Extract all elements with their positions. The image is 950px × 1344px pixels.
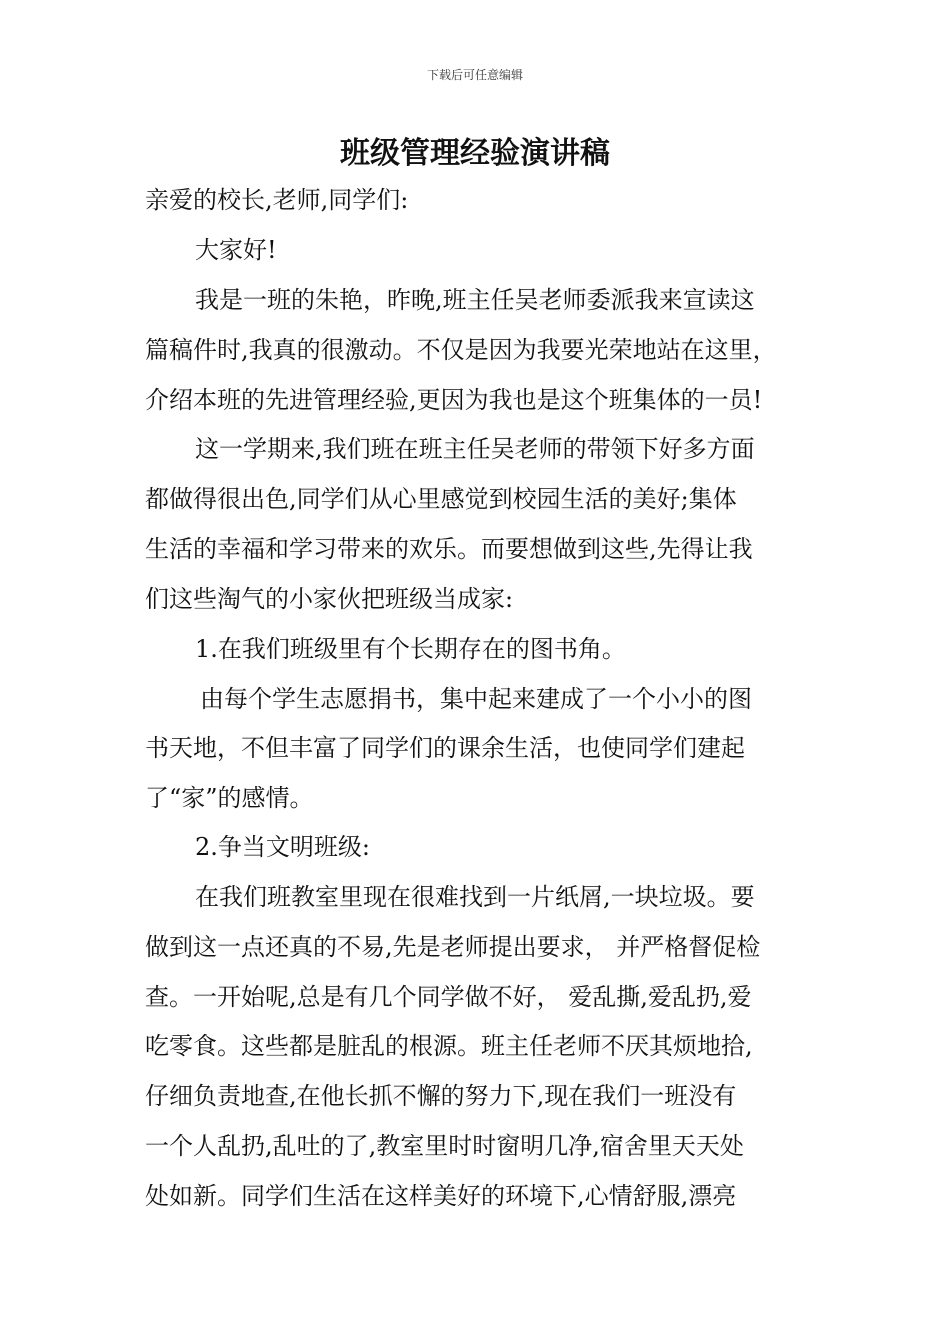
body-line: 做到这一点还真的不易,先是老师提出要求， 并严格督促检 [145, 933, 761, 961]
body-line: 们这些淘气的小家伙把班级当成家: [145, 585, 514, 613]
body-line: 一个人乱扔,乱吐的了,教室里时时窗明几净,宿舍里天天处 [145, 1132, 744, 1160]
body-line: 生活的幸福和学习带来的欢乐。而要想做到这些,先得让我 [145, 535, 753, 563]
body-line: 书天地，不但丰富了同学们的课余生活，也使同学们建起 [145, 734, 745, 762]
body-line: 都做得很出色,同学们从心里感觉到校园生活的美好;集体 [145, 485, 737, 513]
body-line: 由每个学生志愿捐书，集中起来建成了一个小小的图 [200, 685, 752, 713]
body-line: 在我们班教室里现在很难找到一片纸屑,一块垃圾。要 [195, 883, 755, 911]
body-line: 我是一班的朱艳，昨晚,班主任吴老师委派我来宣读这 [195, 286, 755, 314]
body-line: 查。一开始呢,总是有几个同学做不好， 爱乱撕,爱乱扔,爱 [145, 983, 752, 1011]
document-title: 班级管理经验演讲稿 [340, 136, 610, 171]
header-note: 下载后可任意编辑 [426, 68, 523, 82]
body-line: 介绍本班的先进管理经验,更因为我也是这个班集体的一员! [145, 386, 763, 414]
salutation-line: 亲爱的校长,老师,同学们: [145, 186, 409, 214]
body-line: 处如新。同学们生活在这样美好的环境下,心情舒服,漂亮 [145, 1182, 737, 1210]
body-line: 了“家”的感情。 [145, 784, 314, 812]
body-line: 篇稿件时,我真的很激动。不仅是因为我要光荣地站在这里， [145, 336, 777, 364]
list-item-heading: 2.争当文明班级: [195, 833, 370, 861]
list-item-heading: 1.在我们班级里有个长期存在的图书角。 [195, 635, 626, 663]
greeting-line: 大家好! [195, 236, 277, 264]
body-line: 仔细负责地查,在他长抓不懈的努力下,现在我们一班没有 [145, 1082, 737, 1110]
body-line: 这一学期来,我们班在班主任吴老师的带领下好多方面 [195, 435, 755, 463]
body-line: 吃零食。这些都是脏乱的根源。班主任老师不厌其烦地拾, [145, 1032, 753, 1060]
